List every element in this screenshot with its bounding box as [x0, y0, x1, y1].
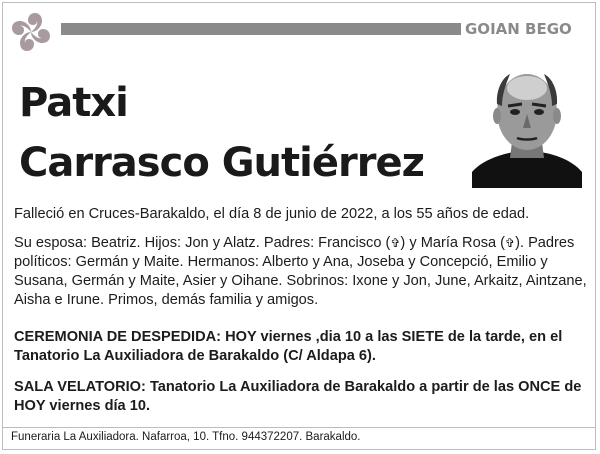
header-bar [61, 23, 461, 35]
deceased-surnames: Carrasco Gutiérrez [19, 140, 424, 186]
portrait-photo [472, 60, 582, 188]
ceremony-info: CEREMONIA DE DESPEDIDA: HOY viernes ,dia 10 a las SIETE de la tarde, en el Tanatorio La Auxiliadora de Barakaldo (C/ Aldapa 6). [14, 329, 563, 364]
funeral-home-info: Funeraria La Auxiliadora. Nafarroa, 10. Tfno. 944372207. Barakaldo. [11, 431, 361, 443]
family-list [14, 234, 588, 310]
family-text-3: ). Padres políticos: Germán y Maite. Hermanos: Alberto y Ana, Joseba y Concepció, Emilio y Susana, Germán y Maite, Asier y Oihane. Sobrinos: Ixone y Jon, June, Arkaitz, Aintzane, Aisha e Irune. Primos, demás familia y amigos. [14, 235, 587, 308]
cross-icon: ✞ [390, 236, 401, 250]
brand-label: GOIAN BEGO [465, 20, 572, 38]
cross-icon: ✞ [505, 236, 516, 250]
family-text-2: ) y María Rosa ( [400, 235, 506, 251]
family-text-1: Su esposa: Beatriz. Hijos: Jon y Alatz. Padres: Francisco ( [14, 235, 391, 251]
wake-info: SALA VELATORIO: Tanatorio La Auxiliadora de Barakaldo a partir de las ONCE de HOY viernes día 10. [14, 379, 582, 414]
deceased-first-name: Patxi [19, 80, 128, 126]
footer-divider [2, 427, 596, 428]
lauburu-icon [7, 8, 55, 56]
death-notice: Falleció en Cruces-Barakaldo, el día 8 de junio de 2022, a los 55 años de edad. [14, 206, 530, 222]
